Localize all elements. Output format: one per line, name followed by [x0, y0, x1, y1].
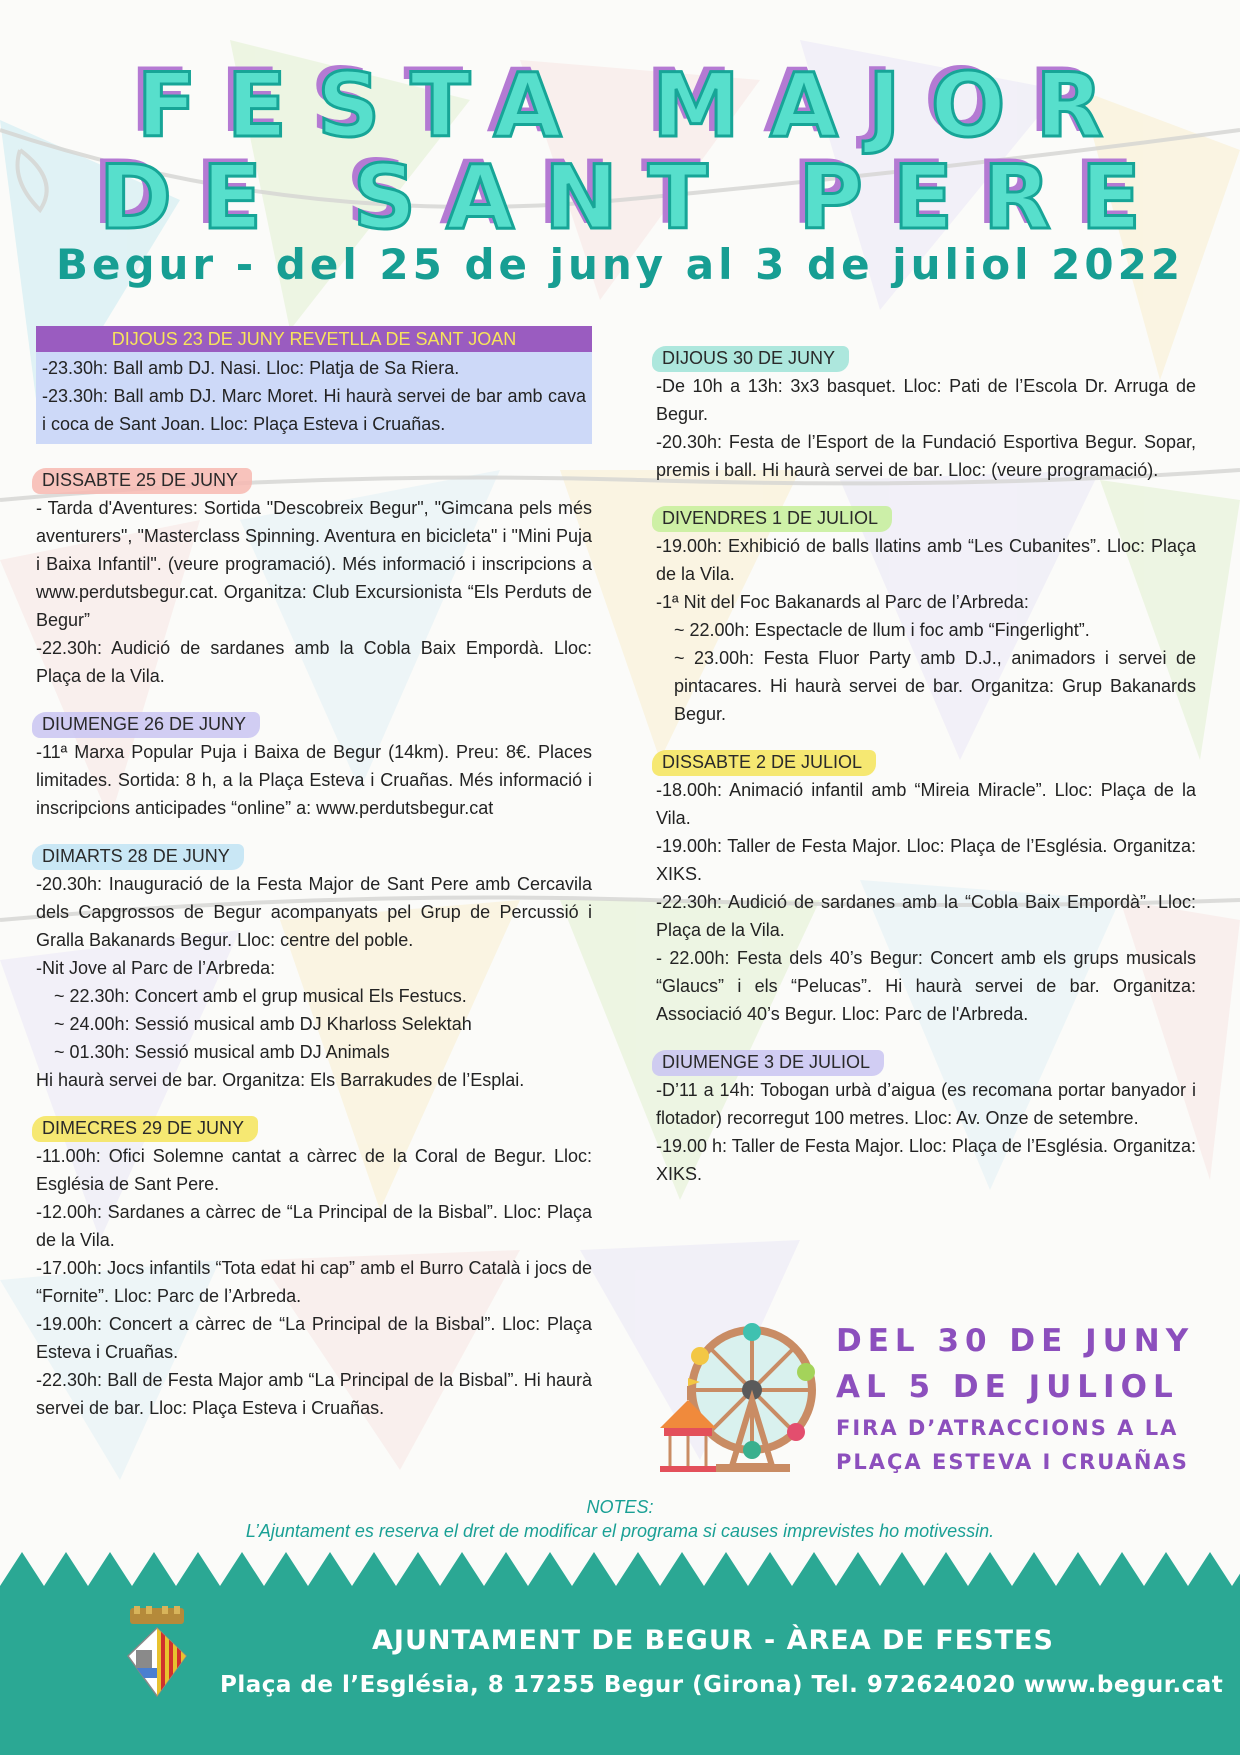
schedule-line: -Nit Jove al Parc de l’Arbreda:: [36, 958, 276, 978]
fair-announcement: [836, 1318, 1196, 1478]
schedule-subline: ~ 01.30h: Sessió musical amb DJ Animals: [54, 1042, 390, 1062]
day-heading: DIJOUS 30 DE JUNY: [656, 344, 843, 372]
first-day-heading: DIJOUS 23 DE JUNY REVETLLA DE SANT JOAN: [36, 326, 592, 352]
schedule-line: Hi haurà servei de bar. Organitza: Els Barrakudes de l’Esplai.: [36, 1070, 525, 1090]
left-column: [36, 326, 592, 1442]
schedule-line: -19.00h: Taller de Festa Major. Lloc: Plaça de l’Església. Organitza: XIKS.: [656, 836, 1196, 884]
notes-label: NOTES:: [586, 1497, 654, 1517]
schedule-subline: ~ 24.00h: Sessió musical amb DJ Kharloss Selektah: [54, 1014, 472, 1034]
schedule-line: -18.00h: Animació infantil amb “Mireia Miracle”. Lloc: Plaça de la Vila.: [656, 780, 1196, 828]
schedule-subline: ~ 23.00h: Festa Fluor Party amb D.J., animadors i servei de pintacares. Hi haurà servei de bar. Organitza: Grup Bakanards Begur.: [674, 648, 1196, 724]
day-heading: DIUMENGE 26 DE JUNY: [36, 710, 254, 738]
schedule-line: -12.00h: Sardanes a càrrec de “La Principal de la Bisbal”. Lloc: Plaça de la Vila.: [36, 1202, 592, 1250]
schedule-subline: ~ 22.30h: Concert amb el grup musical Els Festucs.: [54, 986, 467, 1006]
day-heading: DIMECRES 29 DE JUNY: [36, 1114, 252, 1142]
title-line-2: DE SANT PERE: [98, 146, 1172, 249]
schedule-line: -1ª Nit del Foc Bakanards al Parc de l’Arbreda:: [656, 592, 1029, 612]
right-column: [656, 344, 1196, 1208]
schedule-line: -D’11 a 14h: Tobogan urbà d’aigua (es recomana portar banyador i flotador) recorregut 100 metres. Lloc: Av. Onze de setembre.: [656, 1080, 1196, 1128]
day-block-diumenge-26: [36, 710, 592, 822]
schedule-line: -11ª Marxa Popular Puja i Baixa de Begur (14km). Preu: 8€. Places limitades. Sortida: 8 h, a la Plaça Esteva i Cruañas. Més informació i inscripcions anticipades “online” a: www.perdutsbegur.cat: [36, 742, 592, 818]
schedule-line: -17.00h: Jocs infantils “Tota edat hi cap” amb el Burro Català i jocs de “Fornite”. Lloc: Parc de l’Arbreda.: [36, 1258, 592, 1306]
footer-address: Plaça de l’Església, 8 17255 Begur (Girona) Tel. 972624020 www.begur.cat: [220, 1672, 1224, 1698]
schedule-line: -23.30h: Ball amb DJ. Marc Moret. Hi haurà servei de bar amb cava i coca de Sant Joan. Lloc: Plaça Esteva i Cruañas.: [42, 386, 586, 434]
schedule-line: - Tarda d'Aventures: Sortida "Descobreix Begur", "Gimcana pels més aventurers", "Masterclass Spinning. Aventura en bicicleta" i "Mini Puja i Baixa Infantil". (veure programació). Més informació i inscripcions a www.perdutsbegur.cat. Organitza: Club Excursionista “Els Perduts de Begur”: [36, 498, 592, 630]
schedule-line: -19.00h: Exhibició de balls llatins amb “Les Cubanites”. Lloc: Plaça de la Vila.: [656, 536, 1196, 584]
day-block-dissabte-25: [36, 466, 592, 690]
day-block-dimarts-28: [36, 842, 592, 1094]
schedule-line: -11.00h: Ofici Solemne cantat a càrrec de la Coral de Begur. Lloc: Església de Sant Pere.: [36, 1146, 592, 1194]
first-day-block: [36, 326, 592, 444]
footer-title: AJUNTAMENT DE BEGUR - ÀREA DE FESTES: [372, 1625, 1054, 1656]
day-heading: DISSABTE 25 DE JUNY: [36, 466, 246, 494]
schedule-line: -20.30h: Festa de l’Esport de la Fundació Esportiva Begur. Sopar, premis i ball. Hi haurà servei de bar. Lloc: (veure programació).: [656, 432, 1196, 480]
notes-section: [0, 1495, 1240, 1543]
schedule-line: -20.30h: Inauguració de la Festa Major de Sant Pere amb Cercavila dels Capgrossos de Begur acompanyats pel Grup de Percussió i Gralla Bakanards Begur. Lloc: centre del poble.: [36, 874, 592, 950]
coat-of-arms-icon: [124, 1606, 190, 1698]
day-block-dimecres-29: [36, 1114, 592, 1422]
fair-description-line-1: FIRA D’ATRACCIONS A LA: [836, 1416, 1179, 1440]
day-block-dissabte-2: [656, 748, 1196, 1028]
notes-text: L’Ajuntament es reserva el dret de modificar el programa si causes imprevistes ho motivessin.: [245, 1521, 995, 1541]
schedule-line: -De 10h a 13h: 3x3 basquet. Lloc: Pati de l’Escola Dr. Arruga de Begur.: [656, 376, 1196, 424]
fair-dates-line-1: DEL 30 DE JUNY: [836, 1323, 1195, 1359]
ferris-wheel-icon: [656, 1316, 826, 1476]
day-heading: DIMARTS 28 DE JUNY: [36, 842, 238, 870]
day-heading: DIUMENGE 3 DE JULIOL: [656, 1048, 878, 1076]
schedule-line: -19.00 h: Taller de Festa Major. Lloc: Plaça de l’Església. Organitza: XIKS.: [656, 1136, 1196, 1184]
schedule-subline: ~ 22.00h: Espectacle de llum i foc amb “Fingerlight”.: [674, 620, 1090, 640]
day-block-dijous-30: [656, 344, 1196, 484]
fair-description-line-2: PLAÇA ESTEVA I CRUAÑAS: [836, 1450, 1189, 1474]
title-line-1: FESTA MAJOR: [136, 54, 1134, 157]
day-heading: DIVENDRES 1 DE JULIOL: [656, 504, 886, 532]
fair-dates-line-2: AL 5 DE JULIOL: [836, 1369, 1179, 1405]
schedule-line: - 22.00h: Festa dels 40’s Begur: Concert amb els grups musicals “Glaucs” i els “Pelucas”. Hi haurà servei de bar. Organitza: Associació 40’s Begur. Lloc: Parc de l'Arbreda.: [656, 948, 1196, 1024]
schedule-line: -22.30h: Audició de sardanes amb la “Cobla Baix Empordà”. Lloc: Plaça de la Vila.: [656, 892, 1196, 940]
day-heading: DISSABTE 2 DE JULIOL: [656, 748, 870, 776]
schedule-line: -22.30h: Audició de sardanes amb la Cobla Baix Empordà. Lloc: Plaça de la Vila.: [36, 638, 592, 686]
schedule-line: -19.00h: Concert a càrrec de “La Principal de la Bisbal”. Lloc: Plaça Esteva i Cruañas.: [36, 1314, 592, 1362]
schedule-line: -22.30h: Ball de Festa Major amb “La Principal de la Bisbal”. Hi haurà servei de bar. Lloc: Plaça Esteva i Cruañas.: [36, 1370, 592, 1418]
schedule-line: -23.30h: Ball amb DJ. Nasi. Lloc: Platja de Sa Riera.: [42, 358, 460, 378]
event-subtitle: Begur - del 25 de juny al 3 de juliol 2022: [55, 240, 1185, 289]
day-block-divendres-1: [656, 504, 1196, 728]
day-block-diumenge-3: [656, 1048, 1196, 1188]
